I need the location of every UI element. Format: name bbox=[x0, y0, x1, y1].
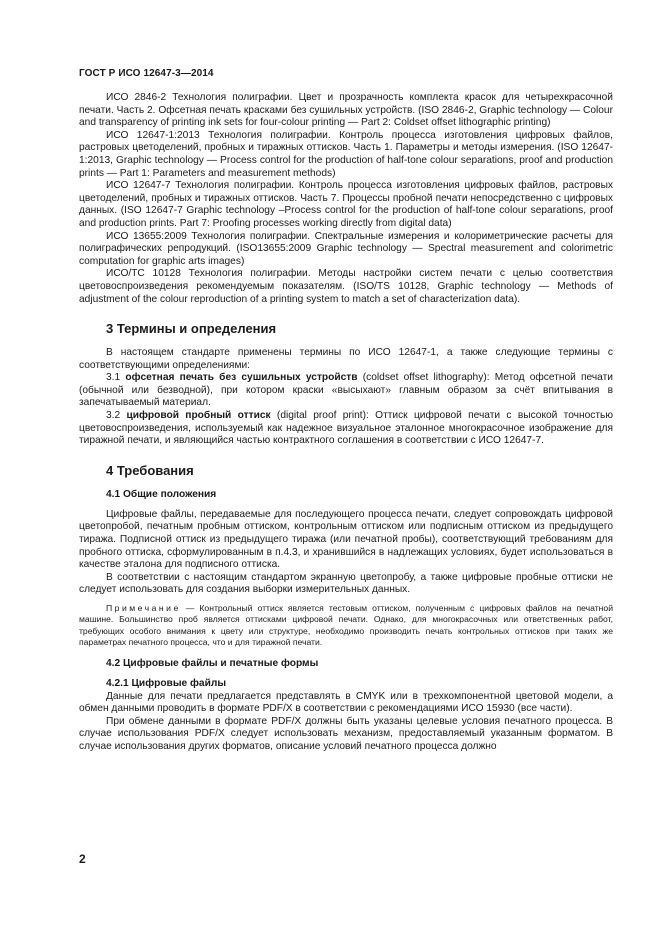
note-text: — Контрольный оттиск является тестовым оттиском, полученным с цифровых файлов на печатной машине. Большинство проб является оттисками цифровой печати. Однако, для многокрасочных или ответственных работ, требующих особого внимания к цвету или структуре, необходимо производить печать контрольных оттисков при таких же параметрах печатного процесса, что и для тиражной печати. bbox=[79, 603, 613, 648]
paragraph: При обмене данными в формате PDF/X должны быть указаны целевые условия печатного процесса. В случае использования PDF/X следует использовать механизм, предоставляемый указанным форматом. В случае использования других форматов, описание условий печатного процесса должно bbox=[79, 715, 613, 752]
term-text: (coldset offset lithography): Метод офсетной печати (обычной или безводной), при котором краски «высыхают» главным образом за счёт впитывания в запечатываемый материал. bbox=[79, 372, 613, 409]
normative-reference: ИСО/ТС 10128 Технология полиграфии. Методы настройки систем печати с целью соответствия цветовоспроизведения рекомендуемым показателям. (ISO/TS 10128, Graphic technology — Methods of adjustment of the colour reproduction of a printing system to match a set of characterization data). bbox=[79, 268, 613, 305]
note bbox=[79, 603, 613, 649]
section-4-2-heading: 4.2 Цифровые файлы и печатные формы bbox=[106, 657, 319, 669]
term-name: цифровой пробный оттиск bbox=[126, 410, 271, 422]
term-number: 3.1 bbox=[106, 372, 126, 384]
term-number: 3.2 bbox=[106, 410, 127, 422]
term-definition-3-2 bbox=[79, 410, 613, 448]
section-4-heading: 4 Требования bbox=[106, 462, 194, 478]
term-name: офсетная печать без сушильных устройств bbox=[125, 372, 358, 384]
paragraph: Цифровые файлы, передаваемые для последующего процесса печати, следует сопровождать цифровой цветопробой, печатным пробным оттиском, контрольным оттиском или подписным оттиском из предыдущего тиража. Подписной оттиск из предыдущего тиража (или печатной пробы), соответствующий требованиям для пробного оттиска, сформулированным в п.4.3, и хранившийся в надлежащих условиях, будет использоваться в качестве эталона для подписного оттиска. bbox=[79, 508, 613, 571]
normative-reference: ИСО 13655:2009 Технология полиграфии. Спектральные измерения и колориметрические расчеты для полиграфических репродукций. (ISO13655:2009 Graphic technology — Spectral measurement and colorimetric computation for graphic arts images) bbox=[79, 230, 613, 267]
term-text: (digital proof print): Оттиск цифровой печати с высокой точностью цветовоспроизведения, используемый как надежное визуальное эталонное многокрасочное изображение для тиражной печати, и являющийся частью контрактного соглашения в соответствии с ИСО 12647-7. bbox=[79, 410, 613, 447]
section-3-heading: 3 Термины и определения bbox=[106, 321, 277, 337]
section-3-intro: В настоящем стандарте применены термины по ИСО 12647-1, а также следующие термины с соответствующими определениями: bbox=[79, 347, 613, 371]
document-header: ГОСТ Р ИСО 12647-3—2014 bbox=[79, 68, 214, 79]
normative-reference: ИСО 12647-7 Технология полиграфии. Контроль процесса изготовления цифровых файлов, растровых цветоделений, пробных и тиражных оттисков. Часть 7. Процессы пробной печати непосредственно с цифровых данных. (ISO 12647-7 Graphic technology –Process control for the production of half-tone colour separations, proof and production prints. Part 7: Proofing processes working directly from digital data) bbox=[79, 180, 613, 229]
normative-reference: ИСО 12647-1:2013 Технология полиграфии. Контроль процесса изготовления цифровых файлов, растровых цветоделений, пробных и тиражных оттисков. Часть 1. Параметры и методы измерения. (ISO 12647-1:2013, Graphic technology — Process control for the production of half-tone colour separations, proof and production prints — Part 1: Parameters and measurement methods) bbox=[79, 129, 613, 179]
term-definition-3-1 bbox=[79, 372, 613, 410]
paragraph: В соответствии с настоящим стандартом экранную цветопробу, а также цифровые пробные оттиски не следует использовать для создания выборки измерительных данных. bbox=[79, 571, 613, 596]
section-4-2-1-heading: 4.2.1 Цифровые файлы bbox=[106, 677, 227, 689]
note-label: Примечание bbox=[106, 603, 181, 613]
section-4-1-heading: 4.1 Общие положения bbox=[106, 488, 217, 500]
paragraph: Данные для печати предлагается представлять в CMYK или в трехкомпонентной цветовой модели, а обмен данными проводить в формате PDF/X в соответствии с рекомендациями ИСО 15930 (все части). bbox=[79, 690, 613, 715]
page-number: 2 bbox=[79, 852, 86, 866]
normative-reference: ИСО 2846-2 Технология полиграфии. Цвет и прозрачность комплекта красок для четырехкрасочной печати. Часть 2. Офсетная печать красками без сушильных устройств. (ISO 2846-2, Graphic technology — Colour and transparency of printing ink sets for four-colour printing — Part 2: Coldset offset lithographic printing) bbox=[79, 92, 613, 129]
page-content bbox=[79, 92, 613, 754]
